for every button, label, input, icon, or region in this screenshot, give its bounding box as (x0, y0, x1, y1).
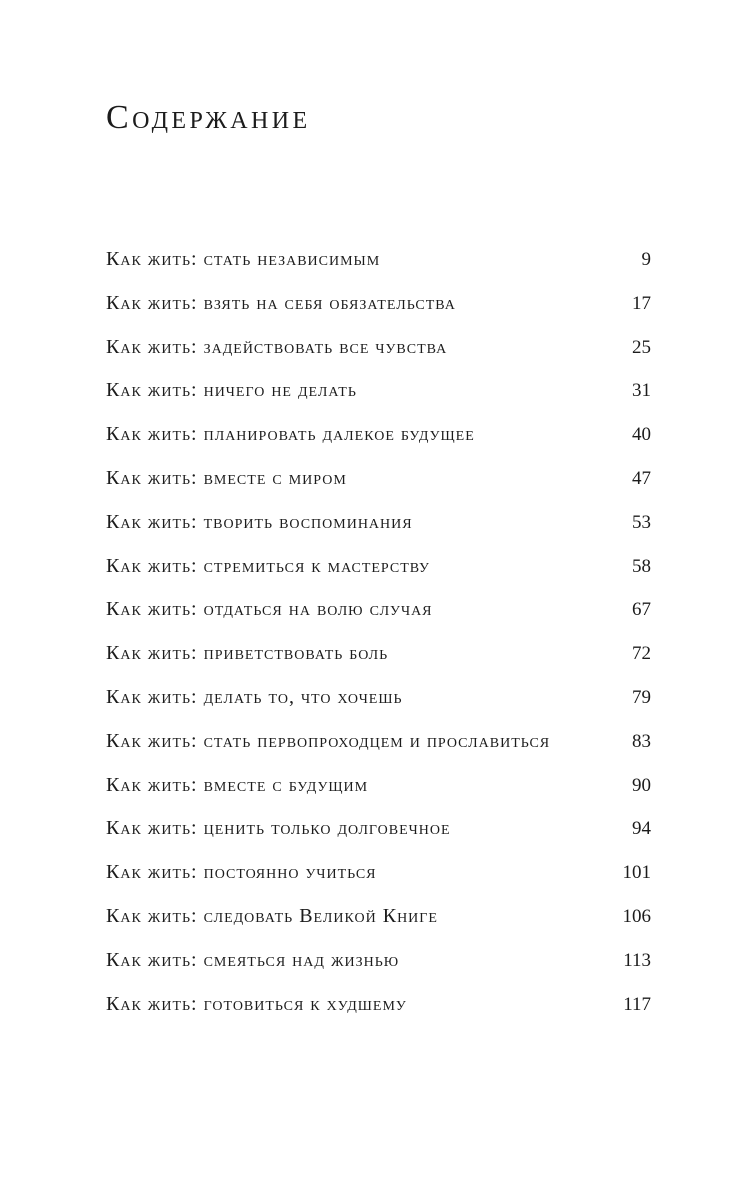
toc-entry-page: 31 (632, 380, 651, 402)
toc-entry (106, 635, 651, 679)
toc-entry (106, 810, 651, 854)
toc-entry-page: 53 (632, 511, 651, 533)
toc-entry-page: 67 (632, 599, 651, 621)
toc-entry-page: 101 (622, 862, 651, 884)
toc-entry-title: Как жить: готовиться к худшему (106, 992, 407, 1015)
toc-entry (106, 241, 651, 285)
toc-entry (106, 504, 651, 548)
toc-entry-title: Как жить: постоянно учиться (106, 861, 377, 884)
table-of-contents (106, 241, 651, 1029)
page-title: Содержание (106, 99, 311, 136)
toc-entry-title: Как жить: смеяться над жизнью (106, 948, 400, 971)
toc-entry-title: Как жить: творить воспоминания (106, 510, 413, 533)
toc-entry (106, 591, 651, 635)
toc-entry-page: 90 (632, 774, 651, 796)
toc-entry-page: 40 (632, 424, 651, 446)
toc-entry (106, 679, 651, 723)
toc-entry-page: 79 (632, 686, 651, 708)
toc-entry-page: 94 (632, 818, 651, 840)
toc-entry (106, 329, 651, 373)
toc-entry-title: Как жить: стать первопроходцем и прославиться (106, 729, 551, 752)
toc-entry-page: 83 (632, 730, 651, 752)
toc-entry-page: 58 (632, 555, 651, 577)
toc-entry (106, 723, 651, 767)
toc-entry-page: 72 (632, 643, 651, 665)
toc-entry-title: Как жить: стремиться к мастерству (106, 554, 430, 577)
toc-entry-title: Как жить: отдаться на волю случая (106, 598, 433, 621)
toc-entry-page: 47 (632, 467, 651, 489)
toc-entry-title: Как жить: следовать Великой Книге (106, 904, 438, 927)
toc-entry (106, 767, 651, 811)
toc-entry (106, 372, 651, 416)
toc-entry-title: Как жить: задействовать все чувства (106, 335, 448, 358)
toc-entry-page: 9 (641, 249, 651, 270)
toc-entry-title: Как жить: делать то, что хочешь (106, 685, 403, 708)
toc-entry (106, 898, 651, 942)
toc-entry (106, 460, 651, 504)
toc-entry-title: Как жить: ничего не делать (106, 379, 357, 402)
toc-entry (106, 416, 651, 460)
toc-entry (106, 285, 651, 329)
toc-entry-page: 17 (632, 292, 651, 314)
toc-entry-title: Как жить: приветствовать боль (106, 642, 389, 665)
toc-entry-title: Как жить: взять на себя обязательства (106, 291, 456, 314)
toc-entry-title: Как жить: стать независимым (106, 248, 381, 270)
toc-entry (106, 854, 651, 898)
toc-entry-page: 117 (623, 993, 651, 1015)
toc-entry-title: Как жить: вместе с будущим (106, 773, 369, 796)
toc-entry-title: Как жить: планировать далекое будущее (106, 423, 475, 446)
toc-entry (106, 548, 651, 592)
toc-entry-title: Как жить: ценить только долговечное (106, 817, 451, 840)
toc-entry-page: 106 (622, 905, 651, 927)
toc-entry-title: Как жить: вместе с миром (106, 466, 347, 489)
toc-entry (106, 986, 651, 1030)
toc-entry (106, 942, 651, 986)
toc-entry-page: 113 (623, 949, 651, 971)
toc-entry-page: 25 (632, 336, 651, 358)
